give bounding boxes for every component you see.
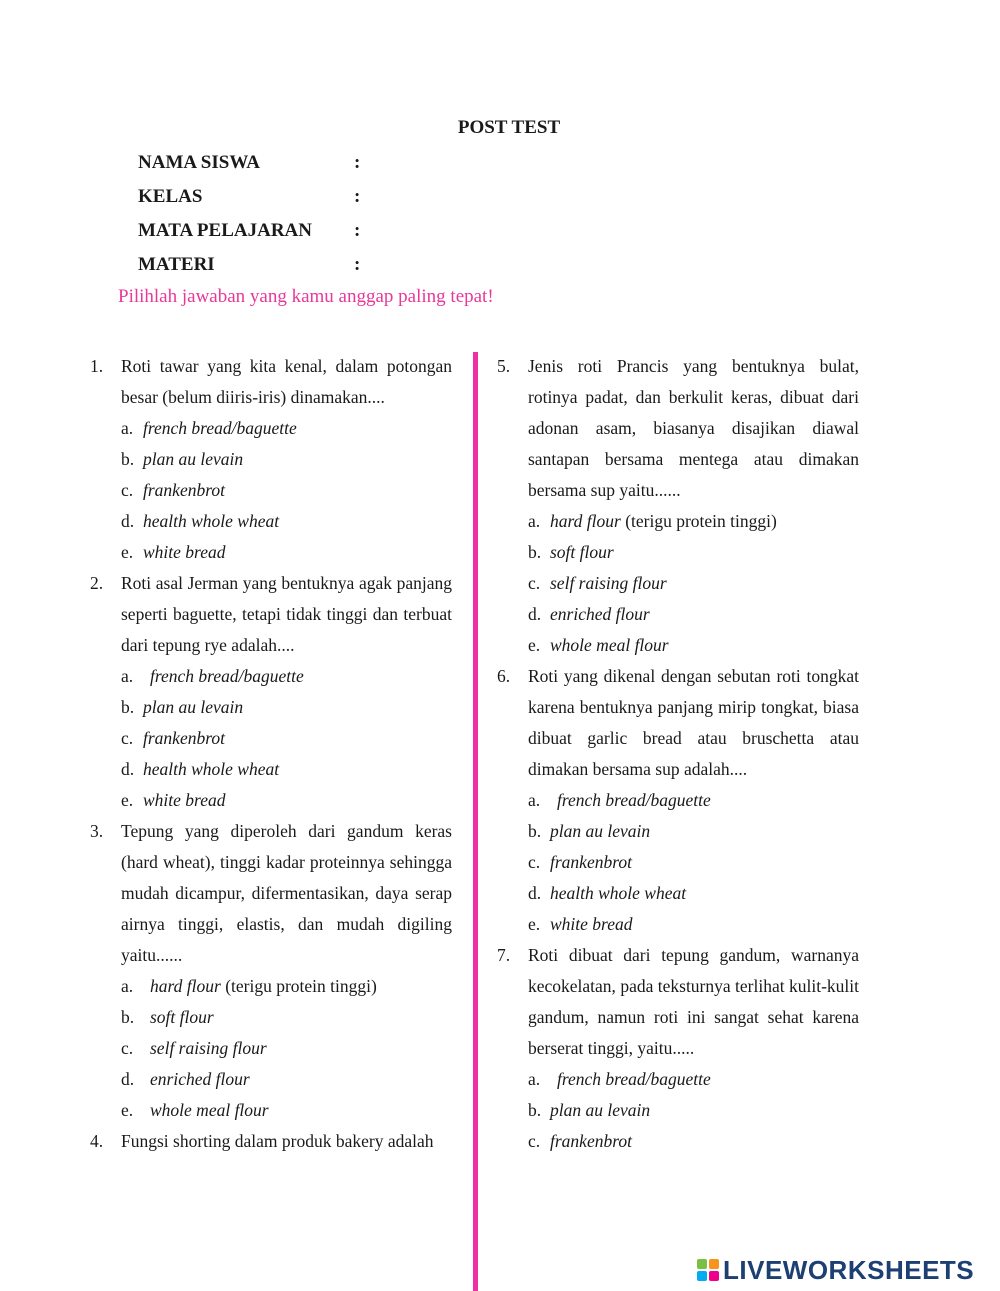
question-number: 5. [497, 356, 511, 376]
option-letter: b. [121, 1007, 135, 1027]
option-letter: a. [121, 666, 134, 686]
option-text: french bread/baguette [143, 418, 297, 438]
field-colon: : [354, 186, 361, 207]
option-c[interactable] [528, 568, 859, 599]
field-label: MATA PELAJARAN [138, 220, 312, 241]
option-letter: e. [528, 635, 541, 655]
option-b[interactable] [528, 1095, 859, 1126]
field-mata-pelajaran [138, 219, 361, 243]
option-letter: c. [121, 480, 134, 500]
option-text: plan au levain [550, 821, 651, 841]
option-letter: d. [528, 883, 542, 903]
option-text: frankenbrot [550, 1131, 632, 1151]
option-b[interactable] [528, 816, 859, 847]
option-text: whole meal flour [150, 1100, 269, 1120]
option-text: frankenbrot [550, 852, 632, 872]
option-a[interactable] [528, 1064, 859, 1095]
option-text: hard flour [150, 976, 221, 996]
option-letter: b. [528, 821, 542, 841]
question-number: 3. [90, 821, 104, 841]
option-text: health whole wheat [143, 511, 280, 531]
logo-square-blue [697, 1271, 707, 1281]
question-stem: Tepung yang diperoleh dari gandum keras (hard wheat), tinggi kadar proteinnya sehingga mudah dicampur, difermentasikan, daya serap airnya tinggi, elastis, dan mudah digiling yaitu...... [121, 821, 452, 965]
question-stem: Roti dibuat dari tepung gandum, warnanya kecokelatan, pada teksturnya terlihat kulit-kulit gandum, namun roti ini sangat sehat karena berserat tinggi, yaitu..... [528, 945, 859, 1058]
option-e[interactable] [528, 909, 859, 940]
logo-square-green [697, 1259, 707, 1269]
option-text: frankenbrot [143, 480, 225, 500]
option-letter: b. [528, 1100, 542, 1120]
option-letter: d. [121, 511, 135, 531]
option-letter: c. [528, 852, 541, 872]
instruction-text: Pilihlah jawaban yang kamu anggap paling tepat! [118, 286, 494, 307]
option-b[interactable] [121, 444, 452, 475]
option-d[interactable] [121, 754, 452, 785]
option-text: plan au levain [143, 697, 244, 717]
logo-square-orange [709, 1259, 719, 1269]
option-text: white bread [143, 542, 226, 562]
option-text: white bread [143, 790, 226, 810]
question-number: 7. [497, 945, 511, 965]
logo-icon [697, 1259, 719, 1281]
question-number: 1. [90, 356, 104, 376]
option-letter: b. [121, 697, 135, 717]
question-stem: Roti tawar yang kita kenal, dalam potongan besar (belum diiris-iris) dinamakan.... [121, 356, 452, 407]
option-letter: b. [528, 542, 542, 562]
option-a[interactable] [121, 413, 452, 444]
field-label: MATERI [138, 254, 215, 275]
field-label: KELAS [138, 186, 203, 207]
field-kelas [138, 185, 361, 209]
option-text: enriched flour [150, 1069, 250, 1089]
question-stem: Jenis roti Prancis yang bentuknya bulat, rotinya padat, dan berkulit keras, dibuat dari adonan asam, biasanya disajikan diawal santapan bersama mentega atau dimakan bersama sup yaitu...... [528, 356, 859, 500]
logo-square-pink [709, 1271, 719, 1281]
option-letter: a. [528, 790, 541, 810]
option-d[interactable] [528, 878, 859, 909]
option-letter: c. [121, 728, 134, 748]
option-c[interactable] [528, 847, 859, 878]
option-letter: a. [121, 976, 134, 996]
option-letter: c. [528, 573, 541, 593]
option-text: enriched flour [550, 604, 650, 624]
question-1 [90, 351, 452, 568]
page-title: POST TEST [457, 117, 561, 138]
option-letter: a. [528, 511, 541, 531]
option-text: white bread [550, 914, 633, 934]
option-text: health whole wheat [143, 759, 280, 779]
question-7 [497, 940, 859, 1157]
option-c[interactable] [121, 723, 452, 754]
option-letter: e. [121, 542, 134, 562]
option-letter: d. [528, 604, 542, 624]
question-number: 2. [90, 573, 104, 593]
question-stem: Roti asal Jerman yang bentuknya agak panjang seperti baguette, tetapi tidak tinggi dan terbuat dari tepung rye adalah.... [121, 573, 452, 655]
option-e[interactable] [121, 1095, 452, 1126]
liveworksheets-logo[interactable] [697, 1256, 974, 1284]
option-text: french bread/baguette [557, 790, 711, 810]
question-stem: Fungsi shorting dalam produk bakery adalah [121, 1131, 434, 1151]
option-text: hard flour [550, 511, 621, 531]
option-text: soft flour [550, 542, 614, 562]
option-a[interactable] [528, 506, 859, 537]
question-6 [497, 661, 859, 940]
option-text: frankenbrot [143, 728, 225, 748]
question-5 [497, 351, 859, 661]
option-letter: e. [528, 914, 541, 934]
option-extra: (terigu protein tinggi) [220, 976, 377, 996]
option-a[interactable] [121, 971, 452, 1002]
option-letter: c. [528, 1131, 541, 1151]
left-column [90, 351, 452, 1157]
option-a[interactable] [121, 661, 452, 692]
field-label: NAMA SISWA [138, 152, 260, 173]
field-colon: : [354, 152, 361, 173]
option-c[interactable] [121, 475, 452, 506]
option-text: plan au levain [143, 449, 244, 469]
column-divider [473, 352, 478, 1291]
question-stem: Roti yang dikenal dengan sebutan roti tongkat karena bentuknya panjang mirip tongkat, biasa dibuat garlic bread atau bruschetta atau dimakan bersama sup adalah.... [528, 666, 859, 779]
option-b[interactable] [121, 1002, 452, 1033]
option-letter: d. [121, 1069, 135, 1089]
field-nama-siswa [138, 151, 361, 175]
option-b[interactable] [121, 692, 452, 723]
option-text: french bread/baguette [150, 666, 304, 686]
option-d[interactable] [528, 599, 859, 630]
option-text: self raising flour [550, 573, 667, 593]
right-column [497, 351, 859, 1157]
option-b[interactable] [528, 537, 859, 568]
field-colon: : [354, 254, 361, 275]
field-colon: : [354, 220, 361, 241]
question-2 [90, 568, 452, 816]
option-e[interactable] [121, 537, 452, 568]
option-text: plan au levain [550, 1100, 651, 1120]
option-letter: a. [121, 418, 134, 438]
logo-text: LIVEWORKSHEETS [723, 1254, 975, 1285]
option-letter: d. [121, 759, 135, 779]
option-d[interactable] [121, 506, 452, 537]
option-letter: e. [121, 790, 134, 810]
field-materi [138, 253, 361, 277]
option-extra: (terigu protein tinggi) [620, 511, 777, 531]
option-d[interactable] [121, 1064, 452, 1095]
option-e[interactable] [121, 785, 452, 816]
option-text: self raising flour [150, 1038, 267, 1058]
question-3 [90, 816, 452, 1126]
question-4 [90, 1126, 452, 1157]
option-text: health whole wheat [550, 883, 687, 903]
option-a[interactable] [528, 785, 859, 816]
option-c[interactable] [121, 1033, 452, 1064]
option-text: french bread/baguette [557, 1069, 711, 1089]
option-letter: a. [528, 1069, 541, 1089]
option-e[interactable] [528, 630, 859, 661]
option-text: whole meal flour [550, 635, 669, 655]
option-letter: e. [121, 1100, 134, 1120]
option-c[interactable] [528, 1126, 859, 1157]
option-letter: c. [121, 1038, 134, 1058]
option-letter: b. [121, 449, 135, 469]
question-number: 6. [497, 666, 511, 686]
option-text: soft flour [150, 1007, 214, 1027]
question-number: 4. [90, 1131, 104, 1151]
